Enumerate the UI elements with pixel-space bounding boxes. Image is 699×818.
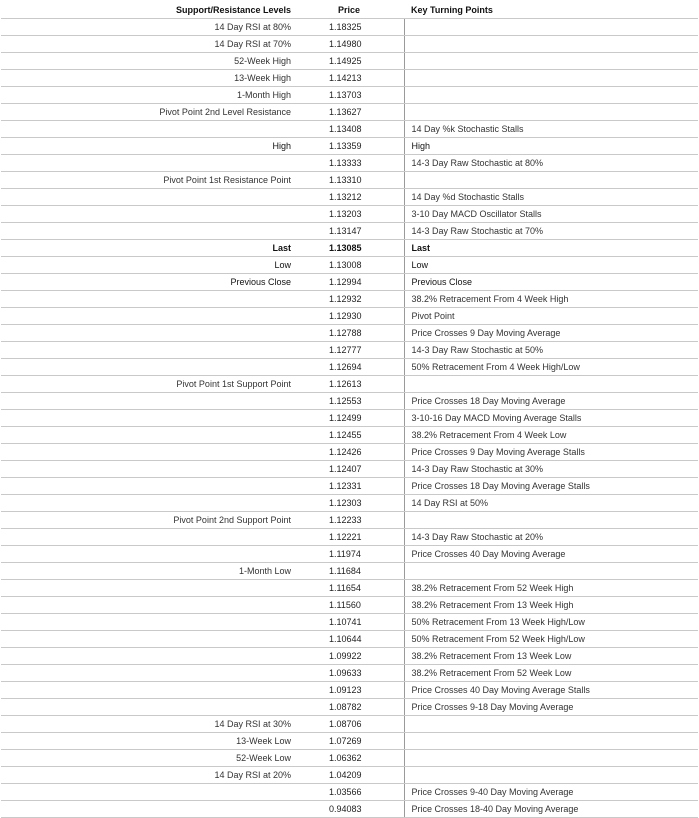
price-cell: 1.11654: [297, 580, 404, 597]
table-row: [1, 53, 698, 70]
table-row: [1, 342, 698, 359]
level-cell: [1, 682, 297, 699]
price-cell: 1.13703: [297, 87, 404, 104]
level-cell: [1, 410, 297, 427]
price-cell: 1.13147: [297, 223, 404, 240]
level-cell: 52-Week Low: [1, 750, 297, 767]
level-cell: [1, 529, 297, 546]
table-row: [1, 291, 698, 308]
turning-point-cell: [404, 512, 698, 529]
header-price: Price: [297, 2, 404, 19]
level-cell: [1, 801, 297, 818]
level-cell: Last: [1, 240, 297, 257]
table-row: [1, 427, 698, 444]
table-row: [1, 733, 698, 750]
turning-point-cell: 14-3 Day Raw Stochastic at 30%: [404, 461, 698, 478]
price-cell: 0.94083: [297, 801, 404, 818]
table-row: [1, 614, 698, 631]
level-cell: [1, 325, 297, 342]
turning-point-cell: 38.2% Retracement From 52 Week Low: [404, 665, 698, 682]
turning-point-cell: 14 Day RSI at 50%: [404, 495, 698, 512]
price-cell: 1.12788: [297, 325, 404, 342]
table-row: [1, 648, 698, 665]
level-cell: [1, 461, 297, 478]
turning-point-cell: Price Crosses 18-40 Day Moving Average: [404, 801, 698, 818]
turning-point-cell: [404, 87, 698, 104]
turning-point-cell: [404, 716, 698, 733]
price-cell: 1.07269: [297, 733, 404, 750]
level-cell: 1-Month High: [1, 87, 297, 104]
support-resistance-table: [1, 2, 698, 818]
price-cell: 1.13085: [297, 240, 404, 257]
price-cell: 1.13333: [297, 155, 404, 172]
table-row: [1, 495, 698, 512]
turning-point-cell: 14 Day %k Stochastic Stalls: [404, 121, 698, 138]
price-cell: 1.12331: [297, 478, 404, 495]
turning-point-cell: 50% Retracement From 13 Week High/Low: [404, 614, 698, 631]
level-cell: [1, 206, 297, 223]
table-row: [1, 189, 698, 206]
table-row: [1, 155, 698, 172]
turning-point-cell: Price Crosses 9 Day Moving Average Stalls: [404, 444, 698, 461]
price-cell: 1.11974: [297, 546, 404, 563]
level-cell: 14 Day RSI at 20%: [1, 767, 297, 784]
price-cell: 1.12426: [297, 444, 404, 461]
level-cell: [1, 784, 297, 801]
table-row: [1, 274, 698, 291]
turning-point-cell: 38.2% Retracement From 13 Week Low: [404, 648, 698, 665]
table-row: [1, 87, 698, 104]
table-row: [1, 563, 698, 580]
price-cell: 1.13627: [297, 104, 404, 121]
price-cell: 1.11560: [297, 597, 404, 614]
price-cell: 1.04209: [297, 767, 404, 784]
price-cell: 1.12994: [297, 274, 404, 291]
price-cell: 1.12932: [297, 291, 404, 308]
turning-point-cell: 3-10-16 Day MACD Moving Average Stalls: [404, 410, 698, 427]
price-cell: 1.03566: [297, 784, 404, 801]
table-row: [1, 206, 698, 223]
turning-point-cell: 38.2% Retracement From 13 Week High: [404, 597, 698, 614]
turning-point-cell: Price Crosses 40 Day Moving Average Stalls: [404, 682, 698, 699]
table-row: [1, 410, 698, 427]
price-cell: 1.18325: [297, 19, 404, 36]
level-cell: 52-Week High: [1, 53, 297, 70]
price-cell: 1.12694: [297, 359, 404, 376]
price-cell: 1.12613: [297, 376, 404, 393]
table-row: [1, 19, 698, 36]
table-row: [1, 240, 698, 257]
level-cell: 13-Week High: [1, 70, 297, 87]
price-cell: 1.13203: [297, 206, 404, 223]
turning-point-cell: [404, 19, 698, 36]
table-row: [1, 801, 698, 818]
table-row: [1, 665, 698, 682]
turning-point-cell: 14-3 Day Raw Stochastic at 70%: [404, 223, 698, 240]
price-cell: 1.06362: [297, 750, 404, 767]
price-cell: 1.12930: [297, 308, 404, 325]
table-header: [1, 2, 698, 19]
table-row: [1, 138, 698, 155]
table-row: [1, 104, 698, 121]
price-cell: 1.13359: [297, 138, 404, 155]
level-cell: [1, 478, 297, 495]
turning-point-cell: [404, 104, 698, 121]
level-cell: 13-Week Low: [1, 733, 297, 750]
turning-point-cell: Price Crosses 40 Day Moving Average: [404, 546, 698, 563]
table-row: [1, 308, 698, 325]
turning-point-cell: Price Crosses 18 Day Moving Average Stalls: [404, 478, 698, 495]
price-cell: 1.11684: [297, 563, 404, 580]
table-row: [1, 784, 698, 801]
turning-point-cell: 38.2% Retracement From 4 Week High: [404, 291, 698, 308]
level-cell: Pivot Point 2nd Level Resistance: [1, 104, 297, 121]
table-row: [1, 376, 698, 393]
price-cell: 1.09123: [297, 682, 404, 699]
turning-point-cell: 14-3 Day Raw Stochastic at 20%: [404, 529, 698, 546]
price-cell: 1.12233: [297, 512, 404, 529]
turning-point-cell: Previous Close: [404, 274, 698, 291]
level-cell: 14 Day RSI at 30%: [1, 716, 297, 733]
level-cell: [1, 614, 297, 631]
price-cell: 1.12777: [297, 342, 404, 359]
header-turning-points: Key Turning Points: [404, 2, 698, 19]
level-cell: Pivot Point 2nd Support Point: [1, 512, 297, 529]
price-cell: 1.12303: [297, 495, 404, 512]
price-cell: 1.12553: [297, 393, 404, 410]
level-cell: [1, 155, 297, 172]
level-cell: [1, 308, 297, 325]
table-row: [1, 512, 698, 529]
price-cell: 1.09633: [297, 665, 404, 682]
price-cell: 1.13008: [297, 257, 404, 274]
level-cell: 14 Day RSI at 70%: [1, 36, 297, 53]
header-row: [1, 2, 698, 19]
level-cell: [1, 597, 297, 614]
turning-point-cell: High: [404, 138, 698, 155]
level-cell: [1, 580, 297, 597]
level-cell: [1, 359, 297, 376]
price-cell: 1.14925: [297, 53, 404, 70]
turning-point-cell: [404, 750, 698, 767]
table-row: [1, 631, 698, 648]
level-cell: Pivot Point 1st Resistance Point: [1, 172, 297, 189]
table-row: [1, 682, 698, 699]
table-row: [1, 699, 698, 716]
table-row: [1, 546, 698, 563]
turning-point-cell: [404, 53, 698, 70]
turning-point-cell: 50% Retracement From 4 Week High/Low: [404, 359, 698, 376]
table-row: [1, 36, 698, 53]
turning-point-cell: [404, 563, 698, 580]
table-row: [1, 172, 698, 189]
level-cell: [1, 121, 297, 138]
level-cell: [1, 631, 297, 648]
table-row: [1, 223, 698, 240]
price-cell: 1.09922: [297, 648, 404, 665]
turning-point-cell: [404, 36, 698, 53]
table-row: [1, 257, 698, 274]
price-cell: 1.08706: [297, 716, 404, 733]
price-cell: 1.12499: [297, 410, 404, 427]
table-body: [1, 19, 698, 818]
table-row: [1, 716, 698, 733]
level-cell: [1, 393, 297, 410]
table-row: [1, 359, 698, 376]
turning-point-cell: Pivot Point: [404, 308, 698, 325]
turning-point-cell: [404, 172, 698, 189]
turning-point-cell: [404, 733, 698, 750]
turning-point-cell: [404, 376, 698, 393]
price-cell: 1.12407: [297, 461, 404, 478]
table-row: [1, 580, 698, 597]
turning-point-cell: Price Crosses 18 Day Moving Average: [404, 393, 698, 410]
level-cell: [1, 665, 297, 682]
header-levels: Support/Resistance Levels: [1, 2, 297, 19]
table-row: [1, 444, 698, 461]
price-cell: 1.08782: [297, 699, 404, 716]
price-cell: 1.14213: [297, 70, 404, 87]
table-row: [1, 325, 698, 342]
price-cell: 1.14980: [297, 36, 404, 53]
turning-point-cell: Last: [404, 240, 698, 257]
turning-point-cell: Price Crosses 9-18 Day Moving Average: [404, 699, 698, 716]
table-row: [1, 767, 698, 784]
table-row: [1, 529, 698, 546]
level-cell: [1, 189, 297, 206]
level-cell: [1, 444, 297, 461]
level-cell: [1, 427, 297, 444]
turning-point-cell: 38.2% Retracement From 4 Week Low: [404, 427, 698, 444]
turning-point-cell: 3-10 Day MACD Oscillator Stalls: [404, 206, 698, 223]
level-cell: [1, 648, 297, 665]
price-cell: 1.10741: [297, 614, 404, 631]
table-row: [1, 478, 698, 495]
table-row: [1, 597, 698, 614]
table-row: [1, 70, 698, 87]
table-row: [1, 750, 698, 767]
level-cell: Previous Close: [1, 274, 297, 291]
price-cell: 1.13408: [297, 121, 404, 138]
table-row: [1, 393, 698, 410]
turning-point-cell: [404, 70, 698, 87]
level-cell: [1, 495, 297, 512]
level-cell: High: [1, 138, 297, 155]
level-cell: [1, 223, 297, 240]
price-cell: 1.13310: [297, 172, 404, 189]
level-cell: [1, 291, 297, 308]
price-cell: 1.10644: [297, 631, 404, 648]
level-cell: [1, 342, 297, 359]
price-cell: 1.12455: [297, 427, 404, 444]
turning-point-cell: 38.2% Retracement From 52 Week High: [404, 580, 698, 597]
level-cell: 1-Month Low: [1, 563, 297, 580]
level-cell: [1, 699, 297, 716]
turning-point-cell: 14 Day %d Stochastic Stalls: [404, 189, 698, 206]
table-row: [1, 461, 698, 478]
price-cell: 1.12221: [297, 529, 404, 546]
turning-point-cell: Low: [404, 257, 698, 274]
turning-point-cell: 50% Retracement From 52 Week High/Low: [404, 631, 698, 648]
price-cell: 1.13212: [297, 189, 404, 206]
level-cell: Pivot Point 1st Support Point: [1, 376, 297, 393]
turning-point-cell: Price Crosses 9 Day Moving Average: [404, 325, 698, 342]
turning-point-cell: 14-3 Day Raw Stochastic at 50%: [404, 342, 698, 359]
level-cell: Low: [1, 257, 297, 274]
turning-point-cell: 14-3 Day Raw Stochastic at 80%: [404, 155, 698, 172]
level-cell: 14 Day RSI at 80%: [1, 19, 297, 36]
turning-point-cell: Price Crosses 9-40 Day Moving Average: [404, 784, 698, 801]
table-row: [1, 121, 698, 138]
turning-point-cell: [404, 767, 698, 784]
level-cell: [1, 546, 297, 563]
